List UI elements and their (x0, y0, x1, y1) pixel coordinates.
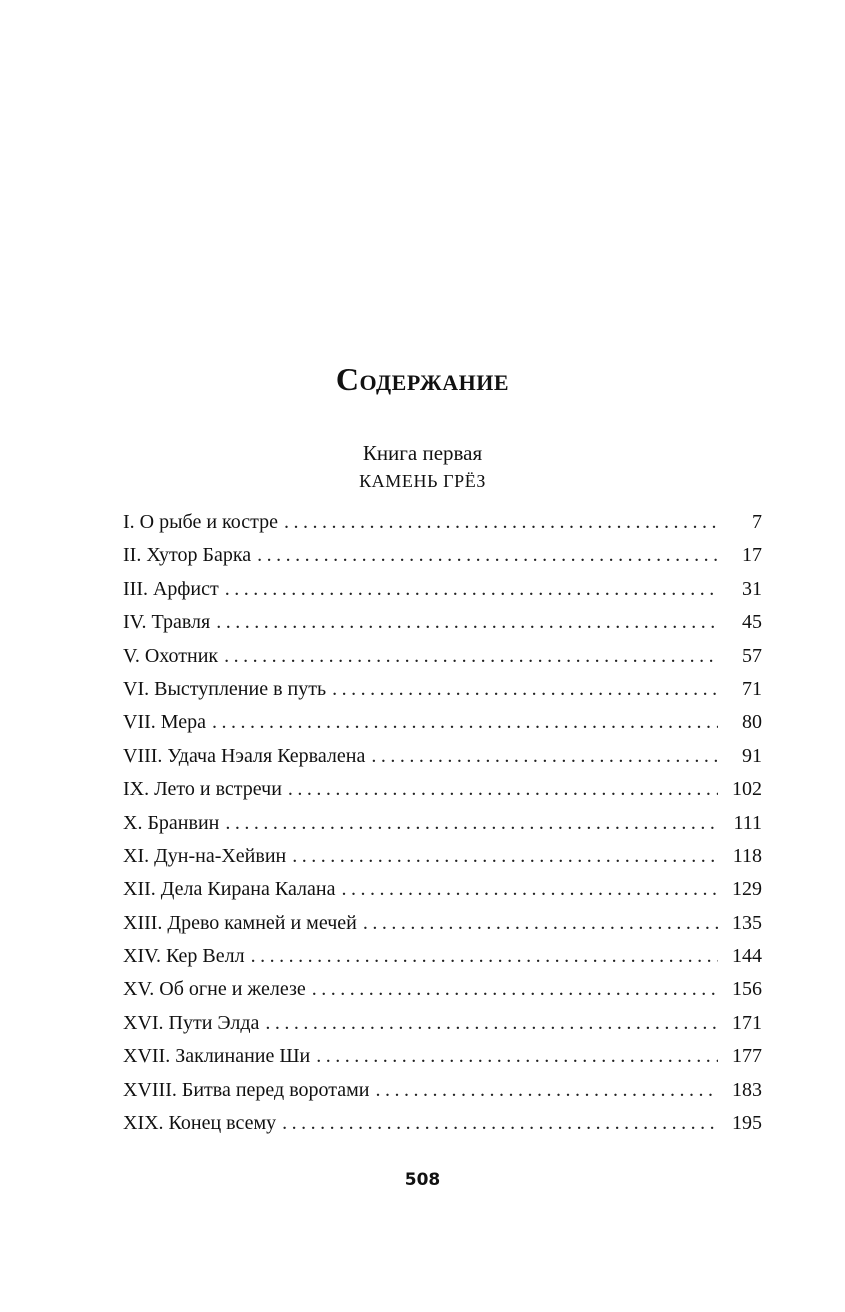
toc-entry-page: 129 (732, 878, 762, 901)
toc-entry-page: 195 (732, 1112, 762, 1135)
toc-entry-title: III. Арфист (123, 577, 219, 600)
toc-entry-title: V. Охотник (123, 644, 219, 667)
toc-entry[interactable] (123, 873, 762, 906)
dot-leader (225, 573, 718, 606)
toc-entry[interactable] (123, 807, 762, 840)
toc-entry[interactable] (123, 1040, 762, 1073)
table-of-contents (123, 506, 762, 1140)
toc-entry-page: 91 (742, 744, 762, 767)
toc-entry-page: 7 (752, 511, 762, 533)
toc-entry[interactable] (123, 506, 762, 539)
toc-entry-title: XIII. Древо камней и мечей (123, 911, 357, 934)
toc-entry-page: 111 (733, 811, 762, 834)
toc-entry-page: 135 (732, 911, 762, 934)
toc-entry[interactable] (123, 1074, 762, 1107)
toc-entry-title: XI. Дун-на-Хейвин (123, 844, 287, 867)
toc-entry[interactable] (123, 973, 762, 1006)
toc-entry-page: 71 (742, 677, 762, 700)
book-label: Книга первая (362, 441, 483, 465)
dot-leader (363, 907, 718, 940)
dot-leader (282, 1107, 718, 1140)
toc-entry-page: 144 (732, 945, 762, 968)
dot-leader (257, 539, 718, 572)
toc-entry-title: XVIII. Битва перед воротами (123, 1078, 370, 1101)
toc-entry-title: XVII. Заклинание Ши (123, 1045, 311, 1068)
toc-entry[interactable] (123, 539, 762, 572)
toc-entry[interactable] (123, 706, 762, 739)
toc-entry-title: IV. Травля (123, 611, 211, 634)
dot-leader (288, 773, 718, 806)
page-number: 508 (404, 1170, 441, 1190)
toc-entry[interactable] (123, 673, 762, 706)
toc-entry[interactable] (123, 1007, 762, 1040)
toc-entry[interactable] (123, 773, 762, 806)
toc-entry-title: XII. Дела Кирана Калана (123, 878, 336, 901)
dot-leader (212, 706, 718, 739)
toc-entry-page: 171 (732, 1011, 762, 1034)
toc-entry-title: XV. Об огне и железе (123, 978, 306, 1001)
toc-entry-page: 80 (742, 711, 762, 734)
toc-entry-page: 102 (732, 778, 762, 801)
page-title: Содержание (335, 361, 510, 398)
toc-entry[interactable] (123, 640, 762, 673)
dot-leader (216, 606, 718, 639)
dot-leader (225, 807, 718, 840)
toc-entry[interactable] (123, 940, 762, 973)
toc-entry[interactable] (123, 1107, 762, 1140)
toc-entry-title: VI. Выступление в путь (123, 677, 327, 700)
dot-leader (316, 1040, 718, 1073)
toc-entry[interactable] (123, 573, 762, 606)
dot-leader (371, 740, 718, 773)
toc-entry-title: XVI. Пути Элда (123, 1011, 260, 1034)
dot-leader (312, 973, 718, 1006)
dot-leader (224, 640, 718, 673)
toc-entry-page: 57 (742, 644, 762, 667)
dot-leader (375, 1074, 718, 1107)
toc-entry-page: 156 (732, 978, 762, 1001)
dot-leader (251, 940, 718, 973)
toc-entry[interactable] (123, 840, 762, 873)
toc-entry-title: XIV. Кер Велл (123, 945, 245, 968)
toc-entry-title: XIX. Конец всему (123, 1112, 277, 1135)
dot-leader (265, 1007, 718, 1040)
toc-entry-title: I. О рыбе и костре (123, 511, 278, 533)
toc-entry-title: II. Хутор Барка (123, 544, 252, 567)
toc-entry-page: 177 (732, 1045, 762, 1068)
toc-entry-page: 17 (742, 544, 762, 567)
dot-leader (341, 873, 718, 906)
toc-entry[interactable] (123, 907, 762, 940)
toc-entry-title: VII. Мера (123, 711, 207, 734)
dot-leader (284, 506, 718, 539)
toc-entry-page: 45 (742, 611, 762, 634)
book-subtitle: КАМЕНЬ ГРЁЗ (359, 471, 486, 491)
toc-entry-page: 31 (742, 577, 762, 600)
dot-leader (332, 673, 718, 706)
toc-entry-page: 183 (732, 1078, 762, 1101)
toc-entry-title: IX. Лето и встречи (123, 778, 282, 801)
dot-leader (292, 840, 718, 873)
toc-entry-title: X. Бранвин (123, 811, 220, 834)
toc-entry-title: VIII. Удача Нэаля Кервалена (123, 744, 366, 767)
toc-entry[interactable] (123, 740, 762, 773)
toc-entry-page: 118 (732, 844, 762, 867)
toc-entry[interactable] (123, 606, 762, 639)
